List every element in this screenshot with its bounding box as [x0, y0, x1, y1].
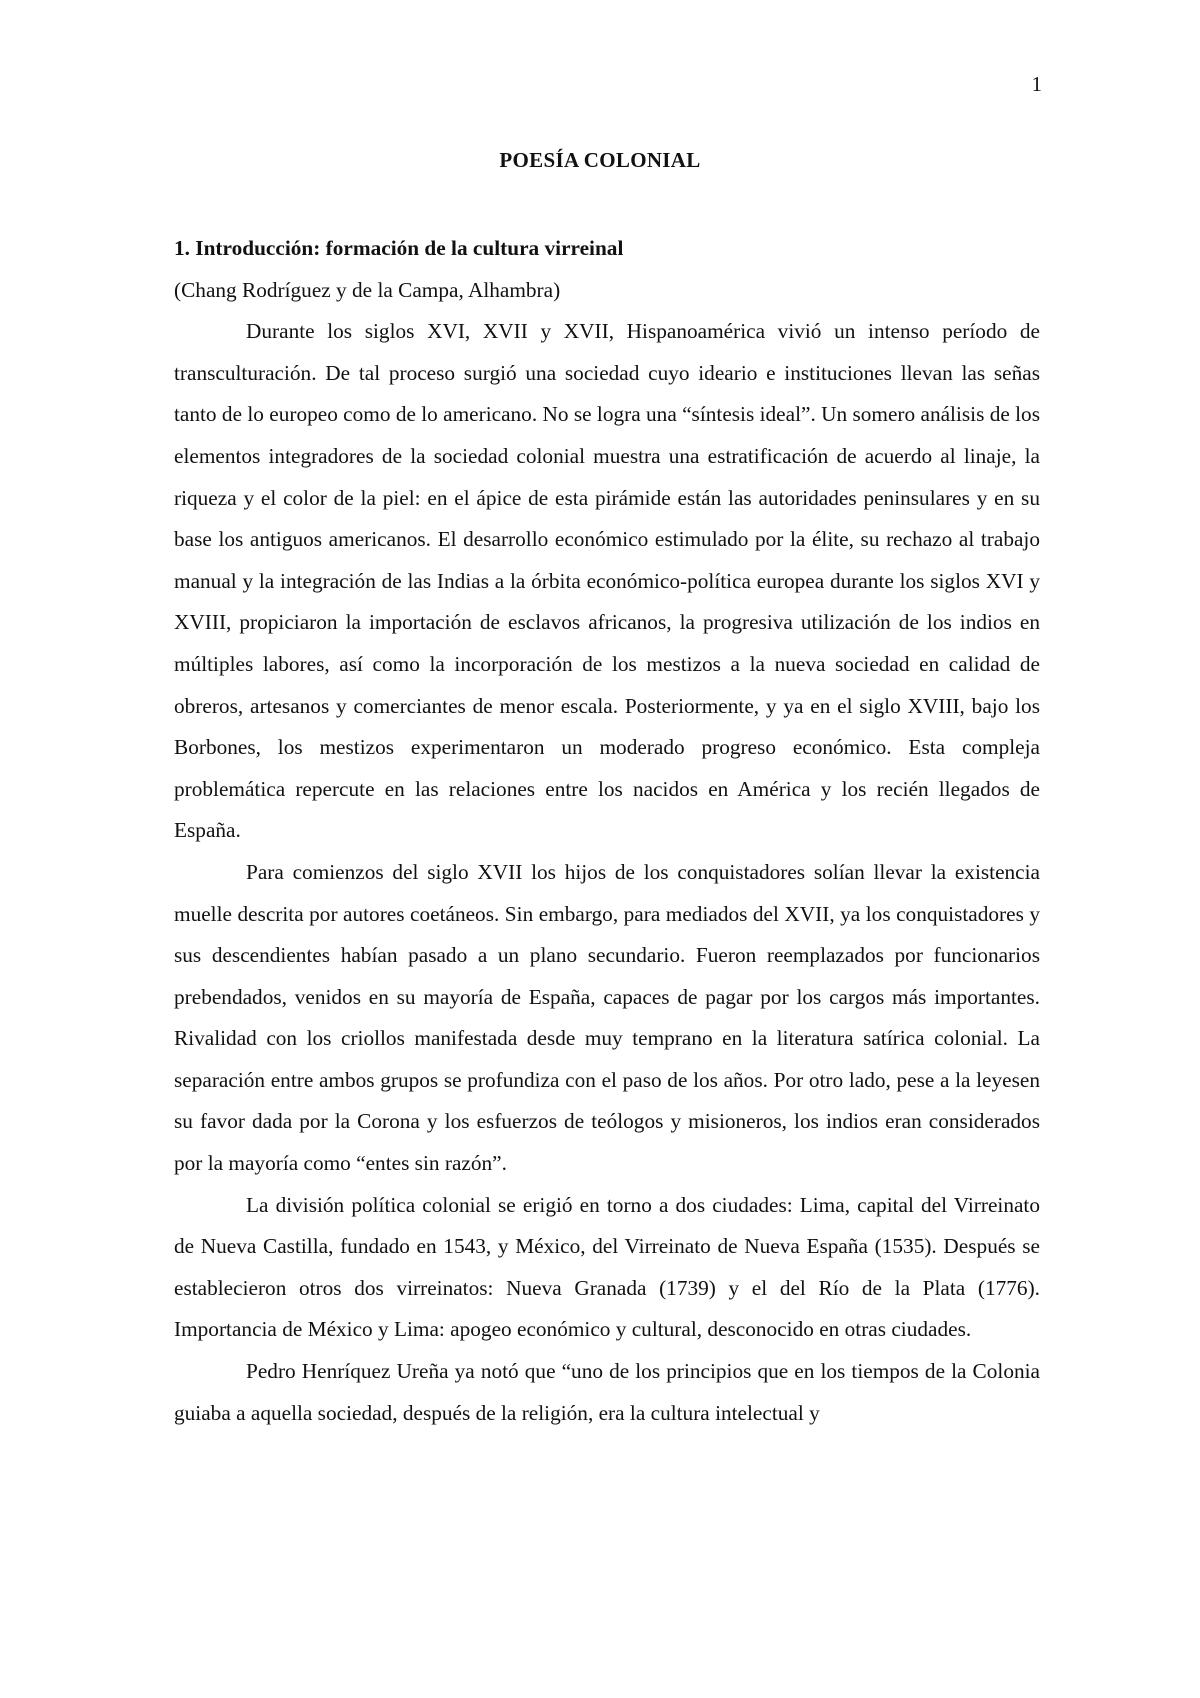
source-citation: (Chang Rodríguez y de la Campa, Alhambra) [174, 277, 561, 302]
paragraph-2: Para comienzos del siglo XVII los hijos de los conquistadores solían llevar la existencia muelle descrita por autores coetáneos. Sin embargo, para mediados del XVII, ya los conquistadores y sus descendientes habían pasado a un plano secundario. Fueron reemplazados por funcionarios prebendados, venidos en su mayoría de España, capaces de pagar por los cargos más importantes. Rivalidad con los criollos manifestada desde muy temprano en la literatura satírica colonial. La separación entre ambos grupos se profundiza con el paso de los años. Por otro lado, pese a la leyesen su favor dada por la Corona y los esfuerzos de teólogos y misioneros, los indios eran considerados por la mayoría como “entes sin razón”. [174, 859, 1040, 1176]
paragraph-4: Pedro Henríquez Ureña ya notó que “uno de los principios que en los tiempos de la Colonia guiaba a aquella sociedad, después de la religión, era la cultura intelectual y [174, 1359, 1040, 1425]
page-title: POESÍA COLONIAL [499, 148, 701, 172]
page-number: 1 [1031, 72, 1042, 96]
section-heading: 1. Introducción: formación de la cultura virreinal [174, 236, 624, 260]
document-body [174, 228, 1040, 1434]
paragraph-3: La división política colonial se erigió en torno a dos ciudades: Lima, capital del Virreinato de Nueva Castilla, fundado en 1543, y México, del Virreinato de Nueva España (1535). Después se establecieron otros dos virreinatos: Nueva Granada (1739) y el del Río de la Plata (1776). Importancia de México y Lima: apogeo económico y cultural, desconocido en otras ciudades. [174, 1192, 1040, 1342]
paragraph-1: Durante los siglos XVI, XVII y XVII, Hispanoamérica vivió un intenso período de transculturación. De tal proceso surgió una sociedad cuyo ideario e instituciones llevan las señas tanto de lo europeo como de lo americano. No se logra una “síntesis ideal”. Un somero análisis de los elementos integradores de la sociedad colonial muestra una estratificación de acuerdo al linaje, la riqueza y el color de la piel: en el ápice de esta pirámide están las autoridades peninsulares y en su base los antiguos americanos. El desarrollo económico estimulado por la élite, su rechazo al trabajo manual y la integración de las Indias a la órbita económico-política europea durante los siglos XVI y XVIII, propiciaron la importación de esclavos africanos, la progresiva utilización de los indios en múltiples labores, así como la incorporación de los mestizos a la nueva sociedad en calidad de obreros, artesanos y comerciantes de menor escala. Posteriormente, y ya en el siglo XVIII, bajo los Borbones, los mestizos experimentaron un moderado progreso económico. Esta compleja problemática repercute en las relaciones entre los nacidos en América y los recién llegados de España. [174, 319, 1040, 843]
